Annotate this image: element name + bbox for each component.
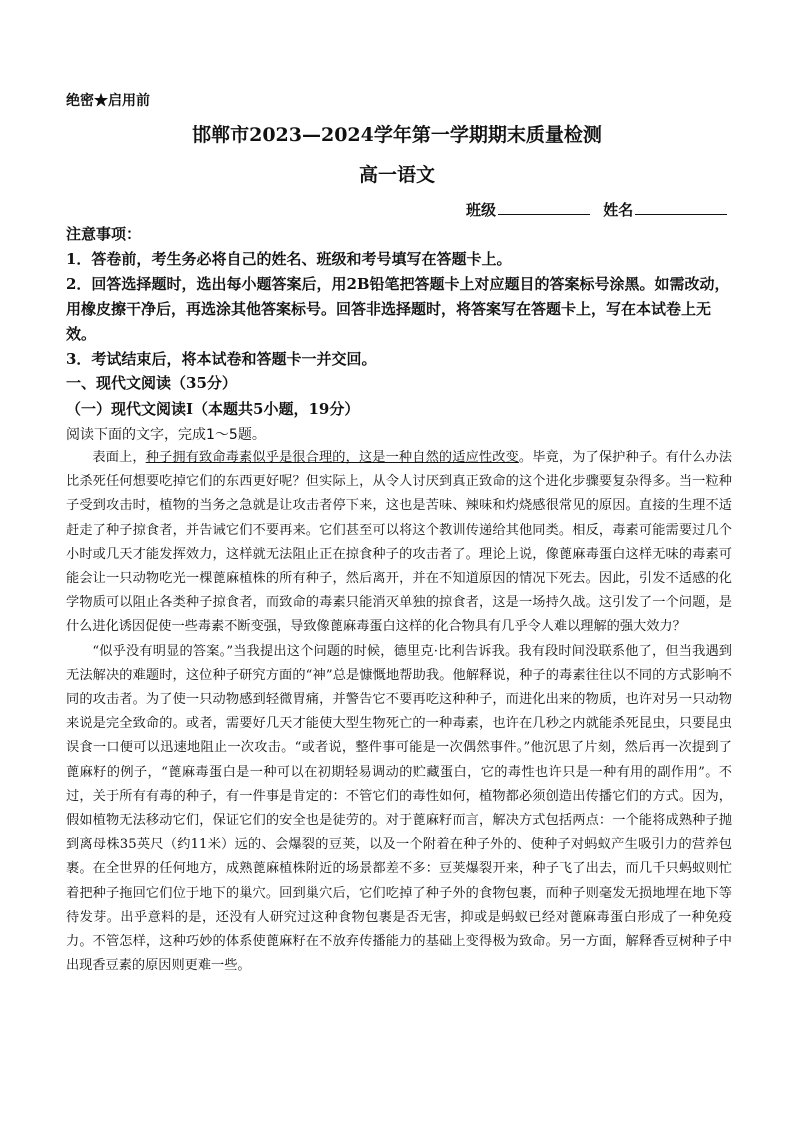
exam-notes	[66, 222, 732, 372]
passage-p1-prefix: 表面上，	[92, 450, 146, 465]
class-label: 班级	[466, 201, 497, 219]
name-blank	[635, 200, 727, 215]
subsection-title: （一）现代文阅读Ⅰ（本题共5小题，19分）	[66, 400, 360, 418]
reading-passage	[66, 446, 732, 978]
notes-item-3: 3．考试结束后，将本试卷和答题卡一并交回。	[66, 350, 377, 368]
name-label: 姓名	[603, 201, 634, 219]
exam-title: 邯郸市2023—2024学年第一学期期末质量检测	[192, 124, 602, 146]
class-name-line	[466, 199, 727, 220]
exam-subject: 高一语文	[358, 164, 435, 186]
reading-instruction: 阅读下面的文字，完成1～5题。	[66, 427, 266, 443]
notes-heading: 注意事项：	[66, 225, 142, 243]
notes-item-2: 2．回答选择题时，选出每小题答案后，用2B铅笔把答题卡上对应题目的答案标号涂黑。如需改动，用橡皮擦干净后，再选涂其他答案标号。回答非选择题时，将答案写在答题卡上，写在本试卷上无效。	[66, 275, 730, 343]
underlined-sentence: 种子拥有致命毒素似乎是很合理的，这是一种自然的适应性改变	[145, 450, 519, 465]
confidential-label: 绝密★启用前	[66, 93, 150, 109]
class-blank	[498, 200, 590, 215]
passage-paragraph-2: “似乎没有明显的答案。”当我提出这个问题的时候，德里克·比利告诉我。我有段时间没联系他了，但当我遇到无法解决的难题时，这位种子研究方面的“神”总是慷慨地帮助我。他解释说，种子的毒素往往以不同的方式影响不同的攻击者。为了使一只动物感到轻微胃痛，并警告它不要再吃这种种子，而进化出来的物质，也许对另一只动物来说是完全致命的。或者，需要好几天才能使大型生物死亡的一种毒素，也许在几秒之内就能杀死昆虫，只要昆虫误食一口便可以迅速地阻止一次攻击。“或者说，整件事可能是一次偶然事件。”他沉思了片刻，然后再一次提到了蓖麻籽的例子，“蓖麻毒蛋白是一种可以在初期轻易调动的贮藏蛋白，它的毒性也许只是一种有用的副作用”。不过，关于所有有毒的种子，有一件事是肯定的：不管它们的毒性如何，植物都必须创造出传播它们的方式。因为，假如植物无法移动它们，保证它们的安全也是徒劳的。对于蓖麻籽而言，解决方式包括两点：一个能将成熟种子抛到离母株35英尺（约11米）远的、会爆裂的豆荚，以及一个附着在种子外的、使种子对蚂蚁产生吸引力的营养包裹。在全世界的任何地方，成熟蓖麻植株附近的场景都差不多：豆荚爆裂开来，种子飞了出去，而几千只蚂蚁则忙着把种子拖回它们位于地下的巢穴。回到巢穴后，它们吃掉了种子外的食物包裹，而种子则毫发无损地埋在地下等待发芽。出乎意料的是，还没有人研究过这种食物包裹是否无害，抑或是蚂蚁已经对蓖麻毒蛋白形成了一种免疫力。不管怎样，这种巧妙的体系使蓖麻籽在不放弃传播能力的基础上变得极为致命。另一方面，解释香豆树种子中出现香豆素的原因则更难一些。	[66, 643, 732, 974]
passage-paragraph-1	[66, 446, 732, 640]
section-title: 一、现代文阅读（35分）	[66, 374, 237, 392]
notes-item-1: 1．答卷前，考生务必将自己的姓名、班级和考号填写在答题卡上。	[66, 250, 512, 268]
passage-p1-rest: 。毕竟，为了保护种子。有什么办法比杀死任何想要吃掉它们的东西更好呢？但实际上，从令人讨厌到真正致命的这个进化步骤要复杂得多。当一粒种子受到攻击时，植物的当务之急就是让攻击者停下来，这也是苦味、辣味和灼烧感很常见的原因。直接的生理不适赶走了种子掠食者，并告诫它们不要再来。它们甚至可以将这个教训传递给其他同类。相反，毒素可能需要过几个小时或几天才能发挥效力，这样就无法阻止正在掠食种子的攻击者了。理论上说，像蓖麻毒蛋白这样无味的毒素可能会让一只动物吃光一棵蓖麻植株的所有种子，然后离开，并在不知道原因的情况下死去。因此，引发不适感的化学物质可以阻止各类种子掠食者，而致命的毒素只能消灭单独的掠食者，这是一场持久战。这引发了一个问题，是什么进化诱因促使一些毒素不断变强，导致像蓖麻毒蛋白这样的化合物具有几乎令人难以理解的强大效力？	[66, 450, 732, 635]
